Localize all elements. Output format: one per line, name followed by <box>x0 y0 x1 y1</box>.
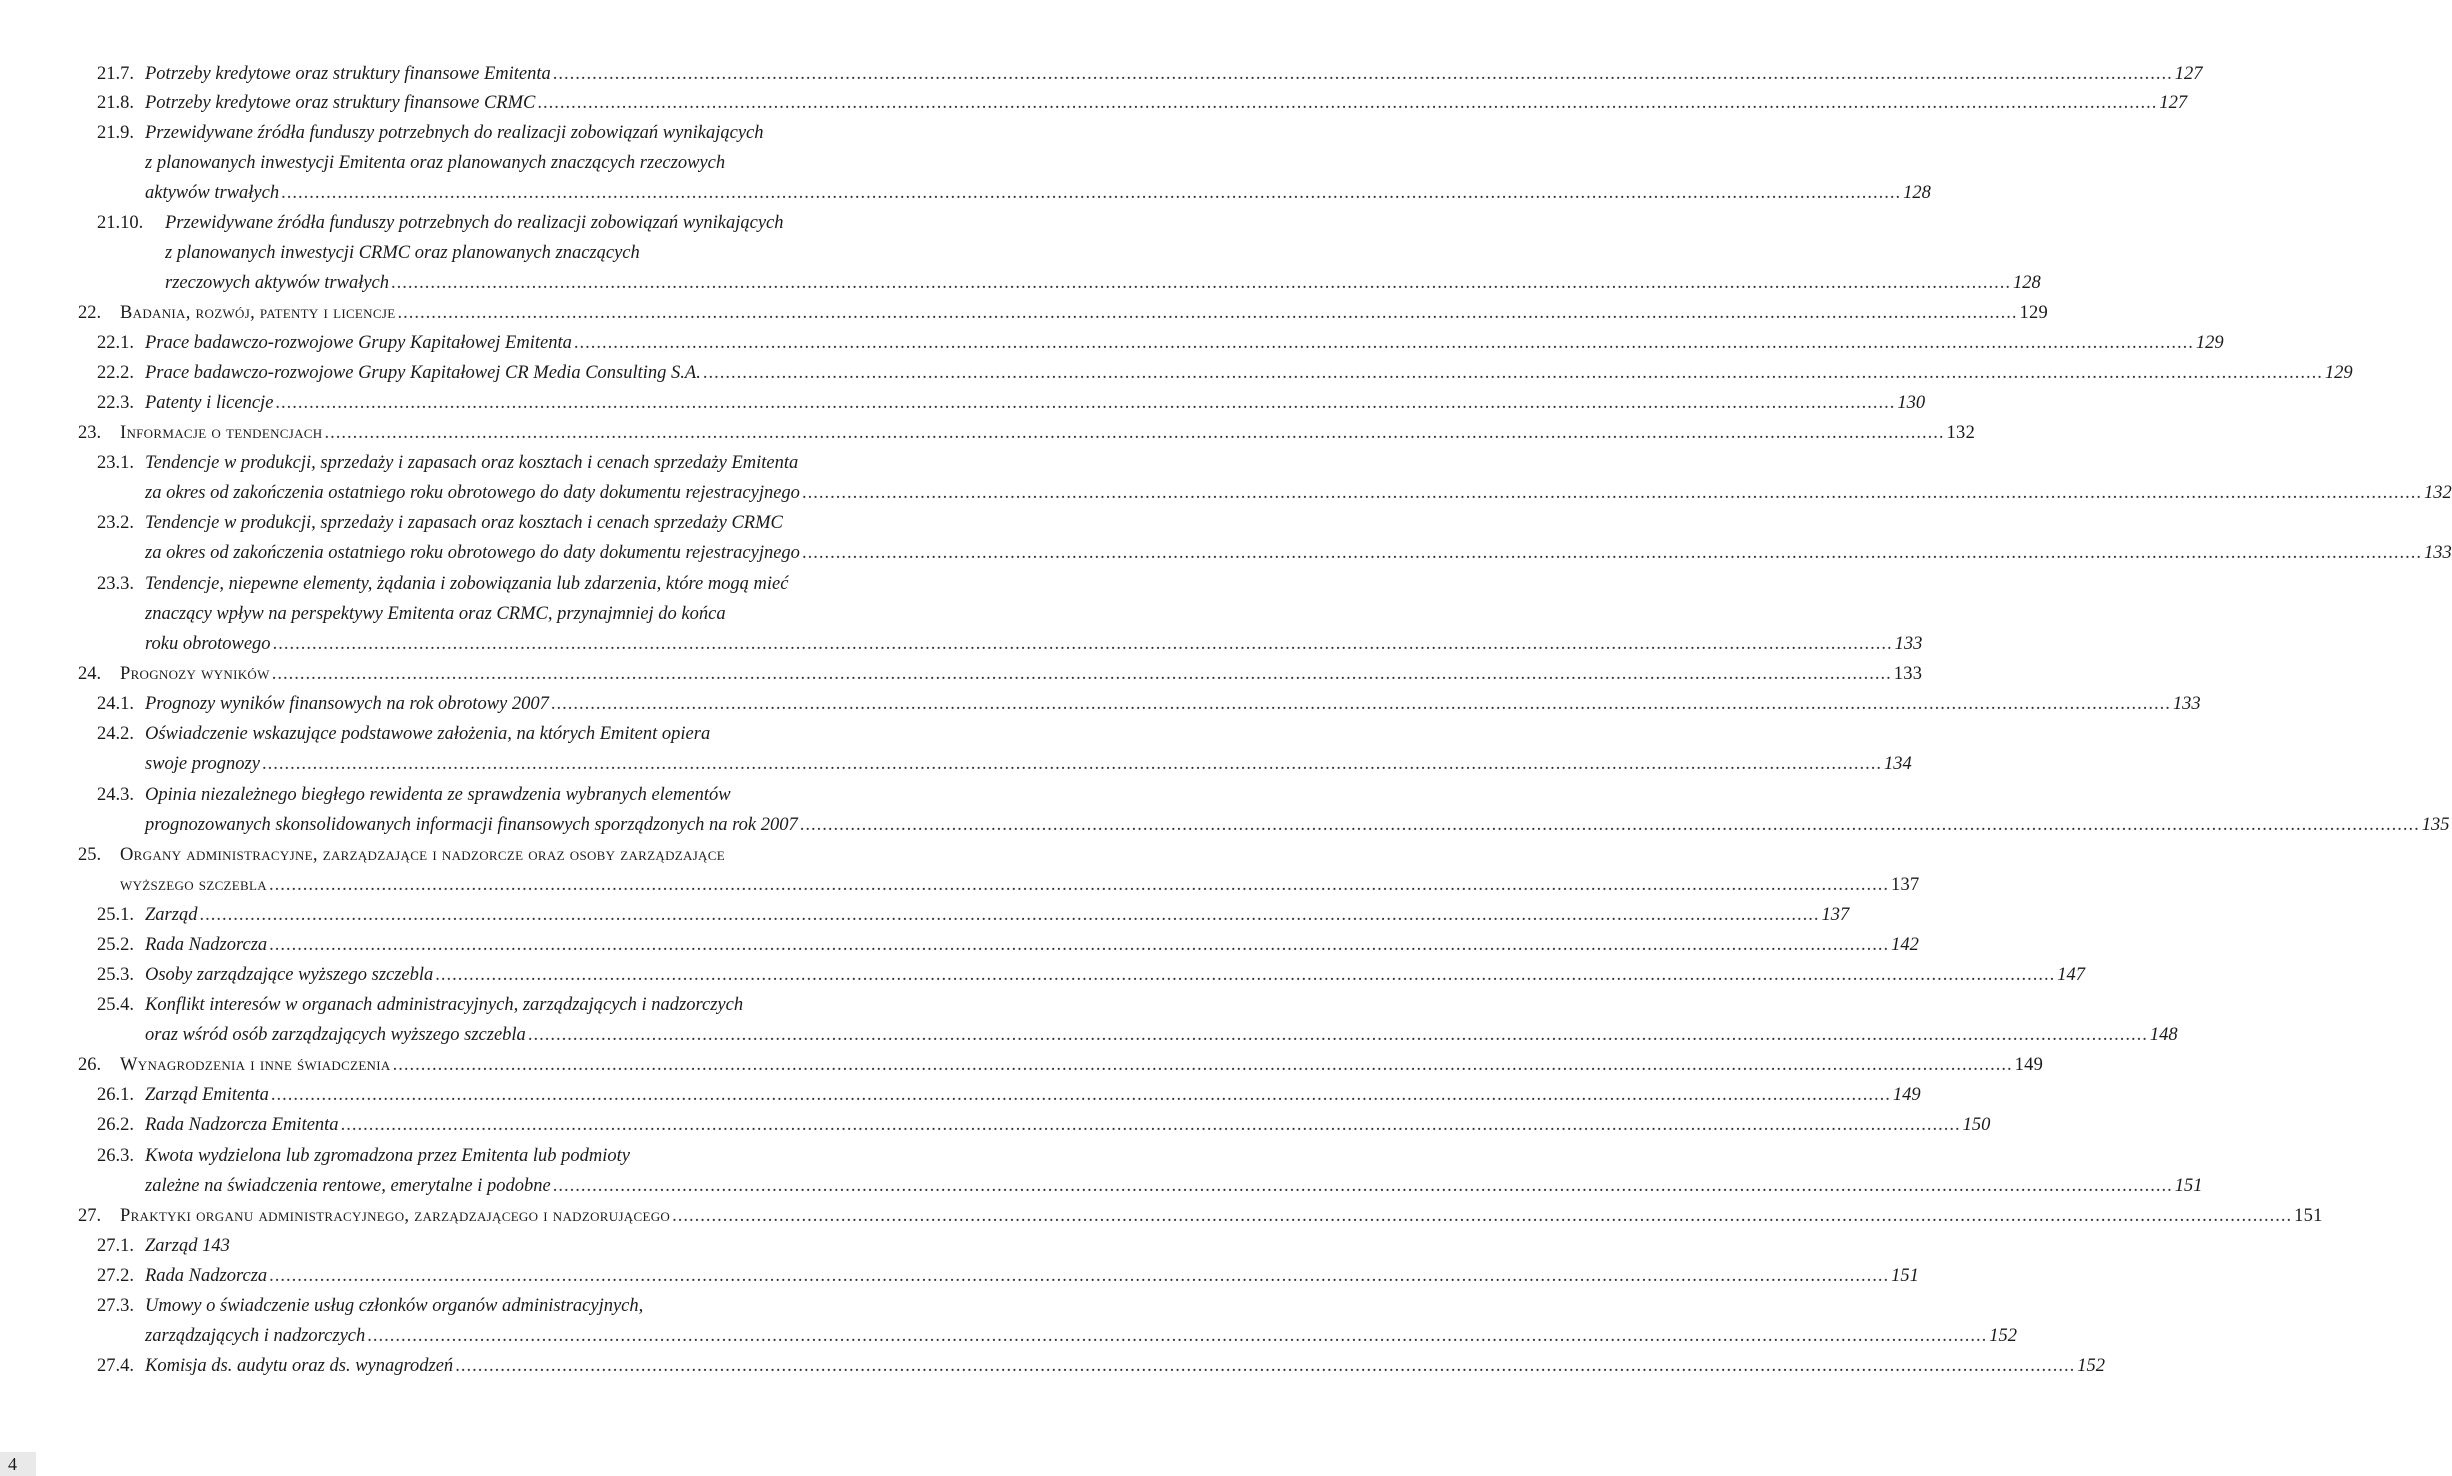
entry-page: 134 <box>1883 754 1912 774</box>
section-page: 133 <box>1893 664 1923 684</box>
dot-leader: ................................................................................................................................................................................................................................................................................................ <box>801 483 2422 503</box>
dot-leader: ................................................................................................................................................................................................................................................................................................ <box>268 875 1889 895</box>
entry-page: 151 <box>2174 1176 2203 1196</box>
dot-leader: ................................................................................................................................................................................................................................................................................................ <box>281 183 1902 203</box>
section-title: Wynagrodzenia i inne świadczenia <box>120 1055 391 1075</box>
dot-leader: ................................................................................................................................................................................................................................................................................................ <box>391 273 2012 293</box>
entry-number: 23.1. <box>97 453 134 473</box>
entry-title: Tendencje w produkcji, sprzedaży i zapasach oraz kosztach i cenach sprzedaży CRMC <box>145 513 783 533</box>
entry-number: 25.1. <box>97 905 134 925</box>
entry-title: aktywów trwałych <box>145 183 280 203</box>
entry-title: Tendencje, niepewne elementy, żądania i zobowiązania lub zdarzenia, które mogą mieć <box>145 574 789 594</box>
entry-title: Kwota wydzielona lub zgromadzona przez Emitenta lub podmioty <box>145 1146 630 1166</box>
dot-leader: ................................................................................................................................................................................................................................................................................................ <box>392 1055 2013 1075</box>
entry-page: 127 <box>2159 93 2188 113</box>
entry-title: z planowanych inwestycji Emitenta oraz planowanych znaczących rzeczowych <box>145 153 726 173</box>
entry-number: 27.2. <box>97 1266 134 1286</box>
entry-number: 25.4. <box>97 995 134 1015</box>
entry-title: Prognozy wyników finansowych na rok obrotowy 2007 <box>145 694 549 714</box>
entry-number: 27.1. <box>97 1236 134 1256</box>
entry-title: rzeczowych aktywów trwałych <box>165 273 390 293</box>
entry-title: prognozowanych skonsolidowanych informacji finansowych sporządzonych na rok 2007 <box>145 815 798 835</box>
section-number: 26. <box>78 1055 102 1075</box>
entry-title: Prace badawczo-rozwojowe Grupy Kapitałowej Emitenta <box>145 333 572 353</box>
section-number: 27. <box>78 1206 102 1226</box>
entry-title: zależne na świadczenia rentowe, emerytalne i podobne <box>145 1176 551 1196</box>
entry-page: 129 <box>2195 333 2224 353</box>
toc-entry-title-line <box>145 1024 2178 1046</box>
entry-page: 128 <box>2013 273 2041 293</box>
toc-entry-title-line <box>145 92 2188 114</box>
section-title: Praktyki organu administracyjnego, zarządzającego i nadzorującego <box>120 1206 671 1226</box>
dot-leader: ................................................................................................................................................................................................................................................................................................ <box>269 1266 1890 1286</box>
entry-page: 152 <box>1989 1326 2018 1346</box>
toc-entry-title-line <box>145 1265 1919 1287</box>
entry-page: 142 <box>1891 935 1919 955</box>
toc-section-title-line <box>120 302 2049 324</box>
section-title: wyższego szczebla <box>120 875 267 895</box>
dot-leader: ................................................................................................................................................................................................................................................................................................ <box>367 1326 1988 1346</box>
dot-leader: ................................................................................................................................................................................................................................................................................................ <box>397 303 2018 323</box>
entry-page: 137 <box>1821 905 1850 925</box>
entry-number: 27.4. <box>97 1356 134 1376</box>
toc-section-title-line <box>120 1054 2044 1076</box>
section-title: Informacje o tendencjach <box>120 423 323 443</box>
toc-entry-title-line <box>145 392 1926 414</box>
entry-title: Potrzeby kredytowe oraz struktury finansowe Emitenta <box>145 64 551 84</box>
entry-title: Zarząd 143 <box>145 1236 230 1256</box>
dot-leader: ................................................................................................................................................................................................................................................................................................ <box>275 393 1896 413</box>
dot-leader: ................................................................................................................................................................................................................................................................................................ <box>324 423 1945 443</box>
toc-entry-title-line <box>145 1114 1991 1136</box>
entry-number: 21.9. <box>97 123 134 143</box>
toc-entry-title-line <box>145 1175 2203 1197</box>
dot-leader: ................................................................................................................................................................................................................................................................................................ <box>199 905 1820 925</box>
entry-title: Komisja ds. audytu oraz ds. wynagrodzeń <box>145 1356 454 1376</box>
dot-leader: ................................................................................................................................................................................................................................................................................................ <box>272 634 1893 654</box>
toc-entry-title-line <box>145 332 2224 354</box>
entry-page: 133 <box>2423 543 2452 563</box>
toc-section-title-line <box>120 422 1976 444</box>
toc-entry-title-line <box>145 693 2201 715</box>
entry-page: 151 <box>1891 1266 1919 1286</box>
dot-leader: ................................................................................................................................................................................................................................................................................................ <box>537 93 2158 113</box>
entry-page: 148 <box>2149 1025 2178 1045</box>
toc-section-title-line <box>120 663 1923 685</box>
toc-entry-title-line <box>145 753 1912 775</box>
entry-title: Osoby zarządzające wyższego szczebla <box>145 965 434 985</box>
entry-title: Tendencje w produkcji, sprzedaży i zapasach oraz kosztach i cenach sprzedaży Emitenta <box>145 453 799 473</box>
entry-page: 147 <box>2057 965 2086 985</box>
section-number: 24. <box>78 664 102 684</box>
entry-page: 133 <box>2172 694 2201 714</box>
entry-title: Prace badawczo-rozwojowe Grupy Kapitałowej CR Media Consulting S.A. <box>145 363 701 383</box>
entry-title: Potrzeby kredytowe oraz struktury finansowe CRMC <box>145 93 536 113</box>
toc-entry-title-line <box>145 482 2452 504</box>
entry-page: 129 <box>2324 363 2353 383</box>
dot-leader: ................................................................................................................................................................................................................................................................................................ <box>261 754 1882 774</box>
entry-number: 22.1. <box>97 333 134 353</box>
toc-entry-title-line <box>165 272 2041 294</box>
entry-title: Opinia niezależnego biegłego rewidenta ze sprawdzenia wybranych elementów <box>145 785 731 805</box>
entry-number: 24.3. <box>97 785 134 805</box>
entry-page: 132 <box>2423 483 2452 503</box>
entry-title: za okres od zakończenia ostatniego roku obrotowego do daty dokumentu rejestracyjnego <box>145 483 800 503</box>
toc-entry-title-line <box>145 934 1919 956</box>
entry-page: 135 <box>2421 815 2450 835</box>
entry-title: Rada Nadzorcza <box>145 935 268 955</box>
entry-page: 152 <box>2077 1356 2105 1376</box>
entry-title: swoje prognozy <box>145 754 260 774</box>
entry-number: 23.3. <box>97 574 134 594</box>
dot-leader: ................................................................................................................................................................................................................................................................................................ <box>435 965 2056 985</box>
entry-number: 22.3. <box>97 393 134 413</box>
entry-page: 133 <box>1894 634 1923 654</box>
section-title: Badania, rozwój, patenty i licencje <box>120 303 396 323</box>
entry-number: 25.3. <box>97 965 134 985</box>
toc-entry-title-line <box>145 633 1923 655</box>
section-number: 22. <box>78 303 102 323</box>
dot-leader: ................................................................................................................................................................................................................................................................................................ <box>271 664 1892 684</box>
toc-entry-title-line <box>145 1325 2018 1347</box>
toc-section-title-line <box>120 874 1920 896</box>
entry-title: Patenty i licencje <box>145 393 274 413</box>
entry-title: znaczący wpływ na perspektywy Emitenta oraz CRMC, przynajmniej do końca <box>145 604 726 624</box>
section-title: Organy administracyjne, zarządzające i nadzorcze oraz osoby zarządzające <box>120 845 725 865</box>
dot-leader: ................................................................................................................................................................................................................................................................................................ <box>455 1356 2076 1376</box>
entry-page: 149 <box>1892 1085 1921 1105</box>
entry-number: 27.3. <box>97 1296 134 1316</box>
dot-leader: ................................................................................................................................................................................................................................................................................................ <box>270 1085 1891 1105</box>
entry-page: 150 <box>1962 1115 1991 1135</box>
entry-title: Konflikt interesów w organach administracyjnych, zarządzających i nadzorczych <box>145 995 744 1015</box>
section-page: 149 <box>2014 1055 2044 1075</box>
entry-title: Umowy o świadczenie usług członków organów administracyjnych, <box>145 1296 644 1316</box>
entry-number: 21.10. <box>97 213 144 233</box>
entry-title: za okres od zakończenia ostatniego roku obrotowego do daty dokumentu rejestracyjnego <box>145 543 800 563</box>
entry-title: Rada Nadzorcza Emitenta <box>145 1115 339 1135</box>
entry-number: 21.7. <box>97 64 134 84</box>
entry-title: Przewidywane źródła funduszy potrzebnych do realizacji zobowiązań wynikających <box>165 213 784 233</box>
entry-title: Rada Nadzorcza <box>145 1266 268 1286</box>
dot-leader: ................................................................................................................................................................................................................................................................................................ <box>269 935 1890 955</box>
entry-title: zarządzających i nadzorczych <box>145 1326 366 1346</box>
entry-title: Oświadczenie wskazujące podstawowe założenia, na których Emitent opiera <box>145 724 711 744</box>
dot-leader: ................................................................................................................................................................................................................................................................................................ <box>340 1115 1961 1135</box>
entry-number: 25.2. <box>97 935 134 955</box>
page-number: 4 <box>0 1452 36 1476</box>
dot-leader: ................................................................................................................................................................................................................................................................................................ <box>799 815 2420 835</box>
entry-page: 128 <box>1903 183 1931 203</box>
entry-number: 26.3. <box>97 1146 134 1166</box>
dot-leader: ................................................................................................................................................................................................................................................................................................ <box>702 363 2323 383</box>
entry-title: roku obrotowego <box>145 634 271 654</box>
toc-section-title-line <box>120 1205 2323 1227</box>
entry-page: 127 <box>2174 64 2203 84</box>
toc-entry-title-line <box>145 542 2452 564</box>
dot-leader: ................................................................................................................................................................................................................................................................................................ <box>801 543 2422 563</box>
dot-leader: ................................................................................................................................................................................................................................................................................................ <box>573 333 2194 353</box>
entry-title: Zarząd <box>145 905 198 925</box>
entry-number: 21.8. <box>97 93 134 113</box>
entry-number: 24.2. <box>97 724 134 744</box>
entry-page: 130 <box>1897 393 1926 413</box>
toc-entry-title-line <box>145 362 2353 384</box>
dot-leader: ................................................................................................................................................................................................................................................................................................ <box>527 1025 2148 1045</box>
toc-entry-title-line <box>145 1084 1921 1106</box>
toc-entry-title-line <box>145 1355 2105 1377</box>
entry-number: 24.1. <box>97 694 134 714</box>
section-page: 129 <box>2019 303 2049 323</box>
toc-entry-title-line <box>145 63 2203 85</box>
entry-number: 22.2. <box>97 363 134 383</box>
entry-title: Zarząd Emitenta <box>145 1085 269 1105</box>
entry-number: 26.2. <box>97 1115 134 1135</box>
section-number: 23. <box>78 423 102 443</box>
toc-entry-title-line <box>145 814 2450 836</box>
entry-title: z planowanych inwestycji CRMC oraz planowanych znaczących <box>165 243 640 263</box>
dot-leader: ................................................................................................................................................................................................................................................................................................ <box>550 694 2171 714</box>
toc-entry-title-line <box>145 182 1931 204</box>
toc-entry-title-line <box>145 964 2086 986</box>
dot-leader: ................................................................................................................................................................................................................................................................................................ <box>552 64 2173 84</box>
section-number: 25. <box>78 845 102 865</box>
entry-number: 23.2. <box>97 513 134 533</box>
entry-number: 26.1. <box>97 1085 134 1105</box>
section-page: 132 <box>1946 423 1976 443</box>
entry-title: Przewidywane źródła funduszy potrzebnych do realizacji zobowiązań wynikających <box>145 123 764 143</box>
dot-leader: ................................................................................................................................................................................................................................................................................................ <box>552 1176 2173 1196</box>
section-page: 151 <box>2294 1206 2323 1226</box>
section-title: Prognozy wyników <box>120 664 270 684</box>
dot-leader: ................................................................................................................................................................................................................................................................................................ <box>672 1206 2293 1226</box>
entry-title: oraz wśród osób zarządzających wyższego szczebla <box>145 1025 526 1045</box>
toc-entry-title-line <box>145 904 1850 926</box>
section-page: 137 <box>1890 875 1920 895</box>
